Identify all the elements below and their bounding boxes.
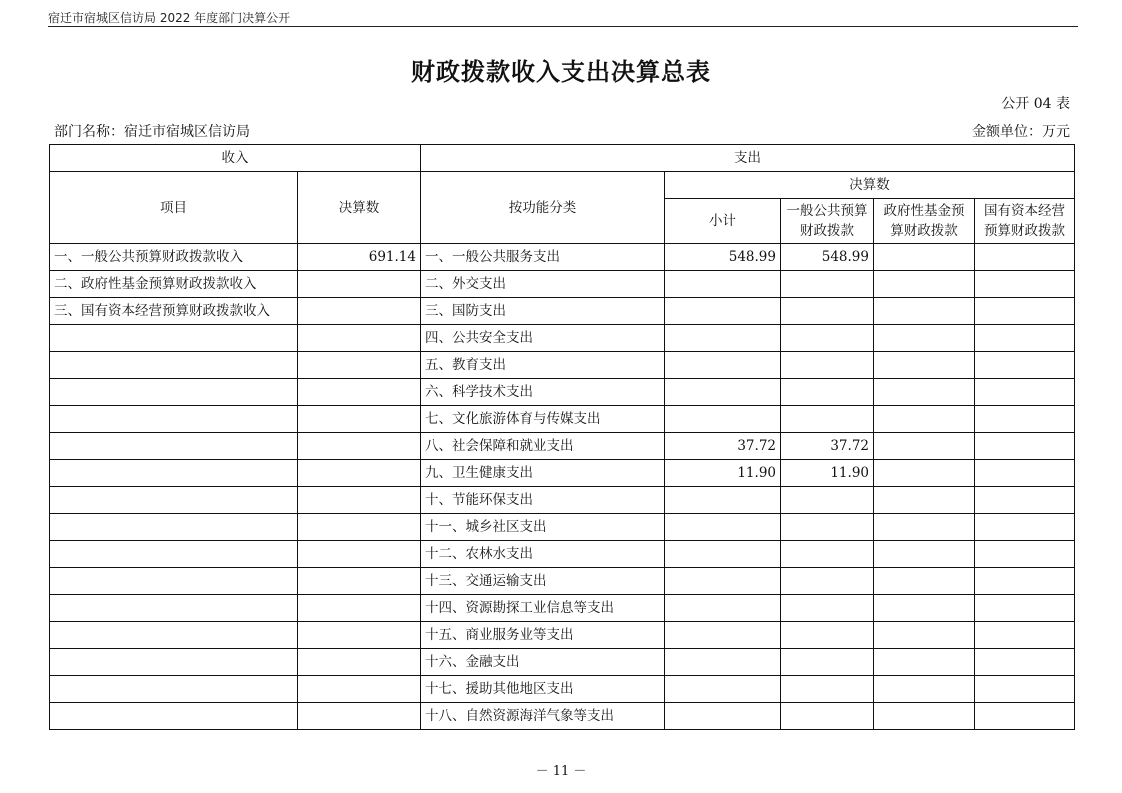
- general-budget-cell: [781, 379, 874, 406]
- settle-group-header: 决算数: [665, 172, 1075, 199]
- subtotal-cell: 11.90: [665, 460, 781, 487]
- subtotal-cell: [665, 703, 781, 730]
- expense-item-cell: 三、国防支出: [421, 298, 665, 325]
- income-amount-cell: [298, 460, 421, 487]
- document-header: 宿迁市宿城区信访局 2022 年度部门决算公开: [48, 11, 291, 25]
- general-budget-cell: [781, 568, 874, 595]
- state-capital-cell: [975, 595, 1075, 622]
- subtotal-cell: 37.72: [665, 433, 781, 460]
- subtotal-cell: [665, 271, 781, 298]
- gov-fund-cell: [874, 622, 975, 649]
- gov-fund-cell: [874, 676, 975, 703]
- table-row: [50, 649, 1075, 676]
- gov-fund-cell: [874, 406, 975, 433]
- table-row: [50, 352, 1075, 379]
- state-capital-cell: [975, 460, 1075, 487]
- table-row: [50, 271, 1075, 298]
- gov-fund-cell: [874, 649, 975, 676]
- general-budget-cell: 548.99: [781, 244, 874, 271]
- gov-fund-cell: [874, 514, 975, 541]
- gov-fund-cell: [874, 703, 975, 730]
- expense-item-cell: 十、节能环保支出: [421, 487, 665, 514]
- subtotal-header: 小计: [665, 199, 781, 244]
- general-budget-cell: [781, 703, 874, 730]
- table-row: [50, 595, 1075, 622]
- settle-amount-header: 决算数: [298, 172, 421, 244]
- table-row: [50, 298, 1075, 325]
- page-number: － 11 －: [535, 764, 587, 779]
- table-row: [50, 487, 1075, 514]
- gov-fund-cell: [874, 325, 975, 352]
- state-capital-cell: [975, 352, 1075, 379]
- state-capital-cell: [975, 676, 1075, 703]
- table-row: [50, 379, 1075, 406]
- by-function-header: 按功能分类: [421, 172, 665, 244]
- state-capital-cell: [975, 433, 1075, 460]
- expense-item-cell: 九、卫生健康支出: [421, 460, 665, 487]
- income-item-cell: [50, 514, 298, 541]
- expense-item-cell: 四、公共安全支出: [421, 325, 665, 352]
- table-row: [50, 568, 1075, 595]
- general-budget-cell: [781, 406, 874, 433]
- income-amount-cell: 691.14: [298, 244, 421, 271]
- subtotal-cell: [665, 541, 781, 568]
- income-amount-cell: [298, 433, 421, 460]
- general-budget-cell: 37.72: [781, 433, 874, 460]
- gov-fund-cell: [874, 244, 975, 271]
- gov-fund-cell: [874, 433, 975, 460]
- state-capital-cell: [975, 298, 1075, 325]
- income-amount-cell: [298, 703, 421, 730]
- income-item-cell: [50, 352, 298, 379]
- general-budget-cell: [781, 271, 874, 298]
- income-amount-cell: [298, 514, 421, 541]
- gov-fund-header: 政府性基金预算财政拨款: [874, 199, 975, 244]
- subtotal-cell: [665, 568, 781, 595]
- income-amount-cell: [298, 568, 421, 595]
- income-item-cell: [50, 460, 298, 487]
- table-row: [50, 406, 1075, 433]
- table-row: [50, 703, 1075, 730]
- expense-item-cell: 十一、城乡社区支出: [421, 514, 665, 541]
- expense-item-cell: 十八、自然资源海洋气象等支出: [421, 703, 665, 730]
- department-label: 部门名称：宿迁市宿城区信访局: [54, 124, 250, 140]
- general-budget-cell: [781, 649, 874, 676]
- expense-item-cell: 十三、交通运输支出: [421, 568, 665, 595]
- state-capital-cell: [975, 325, 1075, 352]
- income-amount-cell: [298, 487, 421, 514]
- income-amount-cell: [298, 541, 421, 568]
- income-header: 收入: [50, 145, 421, 172]
- subtotal-cell: [665, 595, 781, 622]
- subtotal-cell: [665, 514, 781, 541]
- gov-fund-cell: [874, 541, 975, 568]
- expense-header: 支出: [421, 145, 1075, 172]
- state-capital-cell: [975, 244, 1075, 271]
- table-row: [50, 514, 1075, 541]
- gov-fund-cell: [874, 487, 975, 514]
- gov-fund-cell: [874, 271, 975, 298]
- income-item-cell: [50, 568, 298, 595]
- general-budget-header: 一般公共预算财政拨款: [781, 199, 874, 244]
- general-budget-cell: [781, 298, 874, 325]
- income-amount-cell: [298, 406, 421, 433]
- income-item-cell: [50, 379, 298, 406]
- income-item-cell: 二、政府性基金预算财政拨款收入: [50, 271, 298, 298]
- income-item-cell: [50, 433, 298, 460]
- expense-item-cell: 七、文化旅游体育与传媒支出: [421, 406, 665, 433]
- income-item-cell: [50, 406, 298, 433]
- table-row: [50, 325, 1075, 352]
- state-capital-cell: [975, 568, 1075, 595]
- subtotal-cell: [665, 676, 781, 703]
- expense-item-cell: 十四、资源勘探工业信息等支出: [421, 595, 665, 622]
- gov-fund-cell: [874, 595, 975, 622]
- form-code: 公开 04 表: [1001, 96, 1070, 112]
- subtotal-cell: [665, 622, 781, 649]
- income-item-cell: [50, 649, 298, 676]
- general-budget-cell: [781, 325, 874, 352]
- subtotal-cell: 548.99: [665, 244, 781, 271]
- state-capital-header: 国有资本经营预算财政拨款: [975, 199, 1075, 244]
- expense-item-cell: 六、科学技术支出: [421, 379, 665, 406]
- state-capital-cell: [975, 622, 1075, 649]
- budget-table: [49, 144, 1075, 730]
- income-item-cell: 一、一般公共预算财政拨款收入: [50, 244, 298, 271]
- unit-label: 金额单位：万元: [972, 124, 1070, 140]
- general-budget-cell: [781, 541, 874, 568]
- expense-item-cell: 二、外交支出: [421, 271, 665, 298]
- income-item-cell: 三、国有资本经营预算财政拨款收入: [50, 298, 298, 325]
- income-item-cell: [50, 622, 298, 649]
- income-amount-cell: [298, 379, 421, 406]
- income-item-cell: [50, 325, 298, 352]
- state-capital-cell: [975, 541, 1075, 568]
- income-item-cell: [50, 703, 298, 730]
- subtotal-cell: [665, 325, 781, 352]
- income-amount-cell: [298, 325, 421, 352]
- gov-fund-cell: [874, 568, 975, 595]
- item-header: 项目: [50, 172, 298, 244]
- state-capital-cell: [975, 379, 1075, 406]
- expense-item-cell: 十七、援助其他地区支出: [421, 676, 665, 703]
- general-budget-cell: [781, 622, 874, 649]
- state-capital-cell: [975, 703, 1075, 730]
- subtotal-cell: [665, 649, 781, 676]
- expense-item-cell: 十二、农林水支出: [421, 541, 665, 568]
- income-amount-cell: [298, 271, 421, 298]
- state-capital-cell: [975, 649, 1075, 676]
- income-item-cell: [50, 595, 298, 622]
- expense-item-cell: 十五、商业服务业等支出: [421, 622, 665, 649]
- header-rule: [48, 26, 1078, 27]
- general-budget-cell: 11.90: [781, 460, 874, 487]
- subtotal-cell: [665, 487, 781, 514]
- subtotal-cell: [665, 298, 781, 325]
- state-capital-cell: [975, 487, 1075, 514]
- general-budget-cell: [781, 487, 874, 514]
- expense-item-cell: 十六、金融支出: [421, 649, 665, 676]
- general-budget-cell: [781, 595, 874, 622]
- income-amount-cell: [298, 649, 421, 676]
- state-capital-cell: [975, 271, 1075, 298]
- income-amount-cell: [298, 298, 421, 325]
- income-amount-cell: [298, 595, 421, 622]
- table-row: [50, 244, 1075, 271]
- table-row: [50, 676, 1075, 703]
- table-row: [50, 622, 1075, 649]
- table-row: [50, 460, 1075, 487]
- state-capital-cell: [975, 514, 1075, 541]
- general-budget-cell: [781, 514, 874, 541]
- subtotal-cell: [665, 379, 781, 406]
- expense-item-cell: 八、社会保障和就业支出: [421, 433, 665, 460]
- state-capital-cell: [975, 406, 1075, 433]
- table-body: [50, 244, 1075, 730]
- page-title: 财政拨款收入支出决算总表: [411, 58, 711, 86]
- income-amount-cell: [298, 352, 421, 379]
- income-amount-cell: [298, 622, 421, 649]
- income-item-cell: [50, 676, 298, 703]
- table-row: [50, 541, 1075, 568]
- subtotal-cell: [665, 406, 781, 433]
- general-budget-cell: [781, 676, 874, 703]
- general-budget-cell: [781, 352, 874, 379]
- income-item-cell: [50, 541, 298, 568]
- income-item-cell: [50, 487, 298, 514]
- gov-fund-cell: [874, 379, 975, 406]
- expense-item-cell: 一、一般公共服务支出: [421, 244, 665, 271]
- expense-item-cell: 五、教育支出: [421, 352, 665, 379]
- gov-fund-cell: [874, 460, 975, 487]
- table-row: [50, 433, 1075, 460]
- subtotal-cell: [665, 352, 781, 379]
- income-amount-cell: [298, 676, 421, 703]
- gov-fund-cell: [874, 352, 975, 379]
- gov-fund-cell: [874, 298, 975, 325]
